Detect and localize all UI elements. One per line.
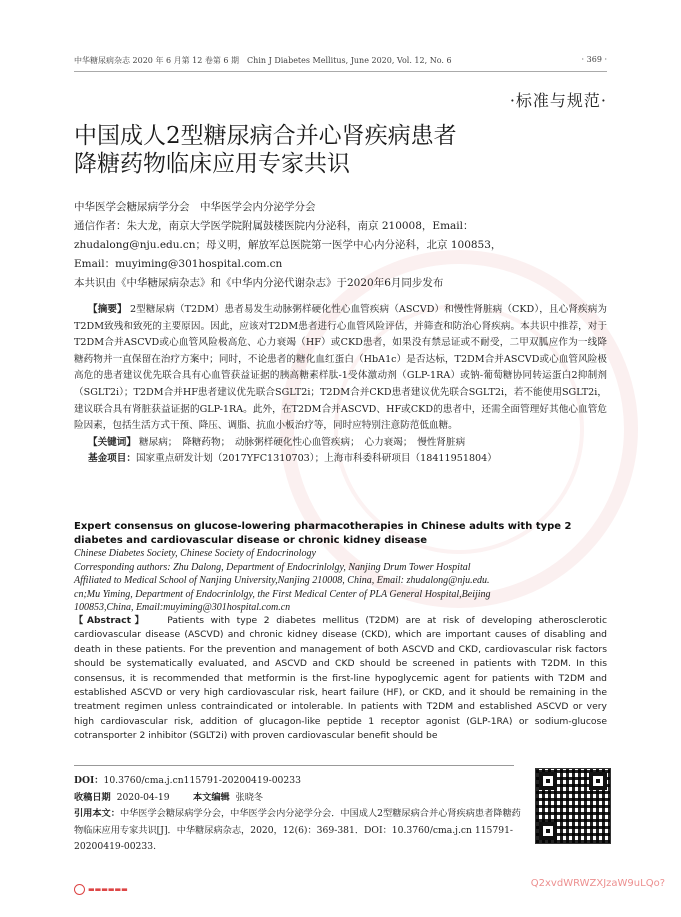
english-corr-line-2: Affiliated to Medical School of Nanjing University,Nanjing 210008, China, Email: zhudalong@nju.edu. [74, 575, 490, 586]
qr-code-icon[interactable] [535, 768, 611, 844]
english-corr-line-4: 100853,China, Email:muyiming@301hospital.com.cn [74, 602, 291, 613]
qr-finder-bottom-left [539, 822, 557, 840]
footer-divider [74, 765, 514, 766]
footer-meta [74, 773, 524, 856]
abstract-zh-text: 2型糖尿病（T2DM）患者易发生动脉粥样硬化性心血管疾病（ASCVD）和慢性肾脏病（CKD），且心肾疾病为T2DM致残和致死的主要原因。因此，应该对T2DM患者进行心血管风险评估，并筛查和防治心肾疾病。本共识中推荐，对于T2DM合并ASCVD或心血管风险极高危、心力衰竭（HF）或CKD患者，如果没有禁忌证或不耐受，二甲双胍应作为一线降糖药物并一直保留在治疗方案中；同时，不论患者的糖化血红蛋白（HbA1c）是否达标，T2DM合并ASCVD或心血管风险极高危的患者建议优先联合具有心血管获益证据的胰高糖素样肽-1受体激动剂（GLP-1RA）或钠-葡萄糖协同转运蛋白2抑制剂（SGLT2i）；T2DM合并HF患者建议优先联合SGLT2i；T2DM合并CKD患者建议优先联合SGLT2i，若不能使用SGLT2i，建议联合具有肾脏获益证据的GLP-1RA。此外，在T2DM合并ASCVD、HF或CKD的患者中，还需全面管理好其他心血管危险因素，包括生活方式干预、降压、调脂、抗血小板治疗等，同时应特别注意防范低血糖。 [74, 304, 607, 432]
qr-finder-top-left [539, 772, 557, 790]
received-line [74, 790, 524, 807]
citation-label: 引用本文： [74, 808, 120, 820]
funding-text: 国家重点研发计划（2017YFC1310703）；上海市科委科研项目（18411951804） [135, 453, 497, 465]
received-label: 收稿日期 [74, 791, 111, 803]
doi-label: DOI： [74, 775, 104, 786]
citation-text: 中华医学会糖尿病学分会，中华医学会内分泌学分会．中国成人2型糖尿病合并心肾疾病患者降糖药物临床应用专家共识[J]．中华糖尿病杂志，2020，12(6)：369-381．DOI：10.3760/cma.j.cn 115791-20200419-00233. [74, 808, 521, 853]
publisher-logo-icon: ▬▬▬▬▬▬ [74, 884, 128, 895]
keywords-text: 糖尿病； 降糖药物； 动脉粥样硬化性心血管疾病； 心力衰竭； 慢性肾脏病 [139, 436, 466, 448]
document-code: Q2xvdWRWZXJzaW9uLQo? [530, 878, 665, 889]
funding-label: 基金项目： [88, 453, 136, 465]
english-title: Expert consensus on glucose-lowering pharmacotherapies in Chinese adults with type 2 diabetes and cardiovascular disease or chronic kidney disease [74, 521, 572, 546]
publisher-mark-icon [74, 884, 85, 895]
citation-block [74, 806, 524, 856]
english-abstract-text: Patients with type 2 diabetes mellitus (T2DM) are at risk of developing atherosclerotic cardiovascular disease (ASCVD) and chronic kidney disease (CKD), which are important causes of disabling and death in these patients. For the prevention and management of both ASCVD and CKD, cardiovascular risk factors should be systematically evaluated, and ASCVD and CKD should be screened in patients with T2DM. In this consensus, it is recommended that metformin is the first-line hypoglycemic agent for patients with T2DM and established ASCVD or very high cardiovascular risk, heart failure (HF), or CKD, and it should be remaining in the treatment regimen unless contraindicated or intolerable. In patients with T2DM and established ASCVD or very high cardiovascular risk, addition of glucagon-like peptide 1 receptor agonist (GLP-1RA) or sodium-glucose cotransporter 2 inhibitor (SGLT2i) with proven cardiovascular benefit should be [74, 615, 608, 742]
keywords-line [74, 435, 607, 452]
title-line-2: 降糖药物临床应用专家共识 [74, 151, 350, 177]
english-abstract [74, 614, 607, 744]
editor-label: 本文编辑 [192, 791, 230, 803]
english-corr-line-1: Corresponding authors: Zhu Dalong, Department of Endocrinlolgy, Nanjing Drum Tower Hospital [74, 561, 471, 573]
corresponding-line-1: 通信作者：朱大龙，南京大学医学院附属鼓楼医院内分泌科，南京 210008，Email： [74, 220, 474, 232]
article-title [74, 122, 614, 178]
funding-line [74, 451, 607, 468]
abstract-zh [74, 302, 607, 468]
page-number: · 369 · [581, 55, 607, 64]
journal-info: 中华糖尿病杂志 2020 年 6 月第 12 卷第 6 期 Chin J Diabetes Mellitus, June 2020, Vol. 12, No. 6 [74, 56, 452, 65]
keywords-label: 【关键词】 [88, 436, 136, 448]
running-header [74, 55, 607, 72]
doi-line [74, 773, 524, 790]
editor-name: 张晓冬 [235, 791, 264, 803]
corresponding-line-2: zhudalong@nju.edu.cn；母义明，解放军总医院第一医学中心内分泌科，北京 100853， [74, 239, 502, 251]
abstract-zh-paragraph [74, 302, 607, 435]
corresponding-line-3: Email：muyiming@301hospital.com.cn [74, 258, 283, 270]
english-authors-block [74, 547, 607, 615]
english-corr-line-3: cn;Mu Yiming, Department of Endocrinlolgy, the First Medical Center of PLA General Hospital,Beijing [74, 588, 491, 600]
abstract-zh-label: 【摘要】 [88, 304, 127, 315]
english-societies: Chinese Diabetes Society, Chinese Society of Endocrinology [74, 548, 316, 559]
author-orgs: 中华医学会糖尿病学分会 中华医学会内分泌学分会 [74, 201, 316, 213]
english-abstract-label: 【Abstract】 [74, 615, 148, 626]
title-line-1: 中国成人2型糖尿病合并心肾疾病患者 [74, 123, 457, 149]
authors-block [74, 198, 614, 293]
doi-link[interactable]: 10.3760/cma.j.cn115791-20200419-00233 [103, 775, 301, 786]
copublish-note: 本共识由《中华糖尿病杂志》和《中华内分泌代谢杂志》于2020年6月同步发布 [74, 277, 444, 289]
column-label: ·标准与规范· [509, 91, 607, 110]
qr-finder-top-right [589, 772, 607, 790]
received-date: 2020-04-19 [116, 791, 170, 803]
